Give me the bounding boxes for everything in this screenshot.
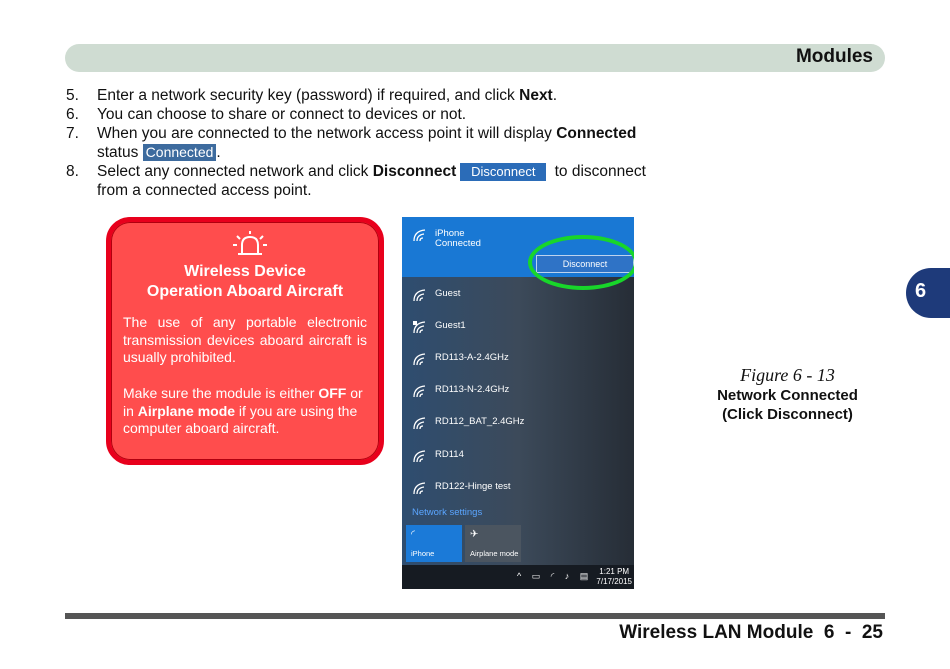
airplane-icon: ✈ <box>470 529 479 540</box>
step-text: status <box>97 144 139 161</box>
wifi-icon <box>412 227 428 243</box>
figure-caption <box>700 364 875 424</box>
secured-wifi-icon <box>412 319 428 335</box>
wifi-icon: ◜ <box>411 529 415 540</box>
tile-label: Airplane mode <box>470 549 519 558</box>
highlight-ring <box>528 235 634 290</box>
figure-title: Network Connected <box>717 387 858 404</box>
network-item[interactable] <box>412 478 632 498</box>
step-text: When you are connected to the network access point it will display <box>97 125 557 142</box>
network-item[interactable] <box>412 285 632 305</box>
step-number: 6. <box>66 106 79 123</box>
network-item[interactable] <box>412 317 632 337</box>
step-7 <box>66 124 676 162</box>
clock[interactable]: 1:21 PM 7/17/2015 <box>596 567 632 586</box>
step-5 <box>66 86 676 105</box>
wifi-icon <box>412 351 428 367</box>
step-bold: Next <box>519 87 553 104</box>
taskbar <box>402 565 634 589</box>
wifi-flyout-screenshot <box>402 217 634 589</box>
header-bar <box>65 44 885 72</box>
step-number: 7. <box>66 125 79 142</box>
network-name: iPhone <box>435 228 465 239</box>
wifi-quick-tile[interactable] <box>406 525 462 562</box>
network-item[interactable] <box>412 381 632 401</box>
figure-subtitle: (Click Disconnect) <box>722 406 853 423</box>
step-8 <box>66 162 676 200</box>
alarm-bell-icon <box>232 230 268 258</box>
step-text: You can choose to share or connect to devices or not. <box>97 106 467 123</box>
step-text: Select any connected network and click <box>97 163 373 180</box>
step-6 <box>66 105 676 124</box>
section-title: Modules <box>795 46 873 67</box>
wifi-icon <box>412 383 428 399</box>
step-text: from a connected access point. <box>97 182 312 199</box>
instruction-steps <box>66 86 676 200</box>
network-settings-link[interactable]: Network settings <box>412 507 483 518</box>
airplane-mode-tile[interactable] <box>465 525 521 562</box>
network-name: Guest <box>435 288 461 299</box>
figure-number: Figure 6 - 13 <box>740 365 835 385</box>
step-number: 8. <box>66 163 79 180</box>
network-status: Connected <box>435 238 481 249</box>
wifi-icon <box>412 480 428 496</box>
step-bold: Disconnect <box>372 163 457 180</box>
footer-bar <box>65 613 885 619</box>
network-name: RD113-A-2.4GHz <box>435 352 509 363</box>
connected-status-label: Connected <box>143 144 217 161</box>
tray-icons[interactable]: ^ ▭ ◜ ♪ ▤ <box>517 571 593 581</box>
wifi-icon <box>412 287 428 303</box>
network-name: RD122-Hinge test <box>435 481 511 492</box>
chapter-tab: 6 <box>906 268 950 318</box>
network-name: RD114 <box>435 449 464 460</box>
network-name: RD112_BAT_2.4GHz <box>435 416 525 427</box>
network-item[interactable] <box>412 446 632 466</box>
step-text: to disconnect <box>550 163 646 180</box>
warning-paragraph: Make sure the module is either OFF or in Airplane mode if you are using the computer aboard aircraft. <box>123 385 363 436</box>
step-number: 5. <box>66 87 79 104</box>
step-text: . <box>552 87 558 104</box>
network-item[interactable] <box>412 413 632 433</box>
warning-title: Wireless Device Operation Aboard Aircraft <box>146 263 344 300</box>
network-item[interactable] <box>412 349 632 369</box>
aircraft-warning-box <box>106 217 384 465</box>
step-bold: Connected <box>556 125 637 142</box>
wifi-icon <box>412 415 428 431</box>
warning-paragraph: The use of any portable electronic transmission devices aboard aircraft is usually prohibited. <box>123 314 367 365</box>
network-name: Guest1 <box>435 320 466 331</box>
wifi-icon <box>412 448 428 464</box>
step-text: . <box>216 144 221 161</box>
footer-page-label: Wireless LAN Module 6 - 25 <box>619 622 883 643</box>
step-text: Enter a network security key (password) if required, and click <box>97 87 520 104</box>
tile-label: iPhone <box>411 549 435 558</box>
disconnect-button-sample: Disconnect <box>460 163 546 181</box>
disconnect-button[interactable]: Disconnect <box>536 255 634 273</box>
network-name: RD113-N-2.4GHz <box>435 384 510 395</box>
